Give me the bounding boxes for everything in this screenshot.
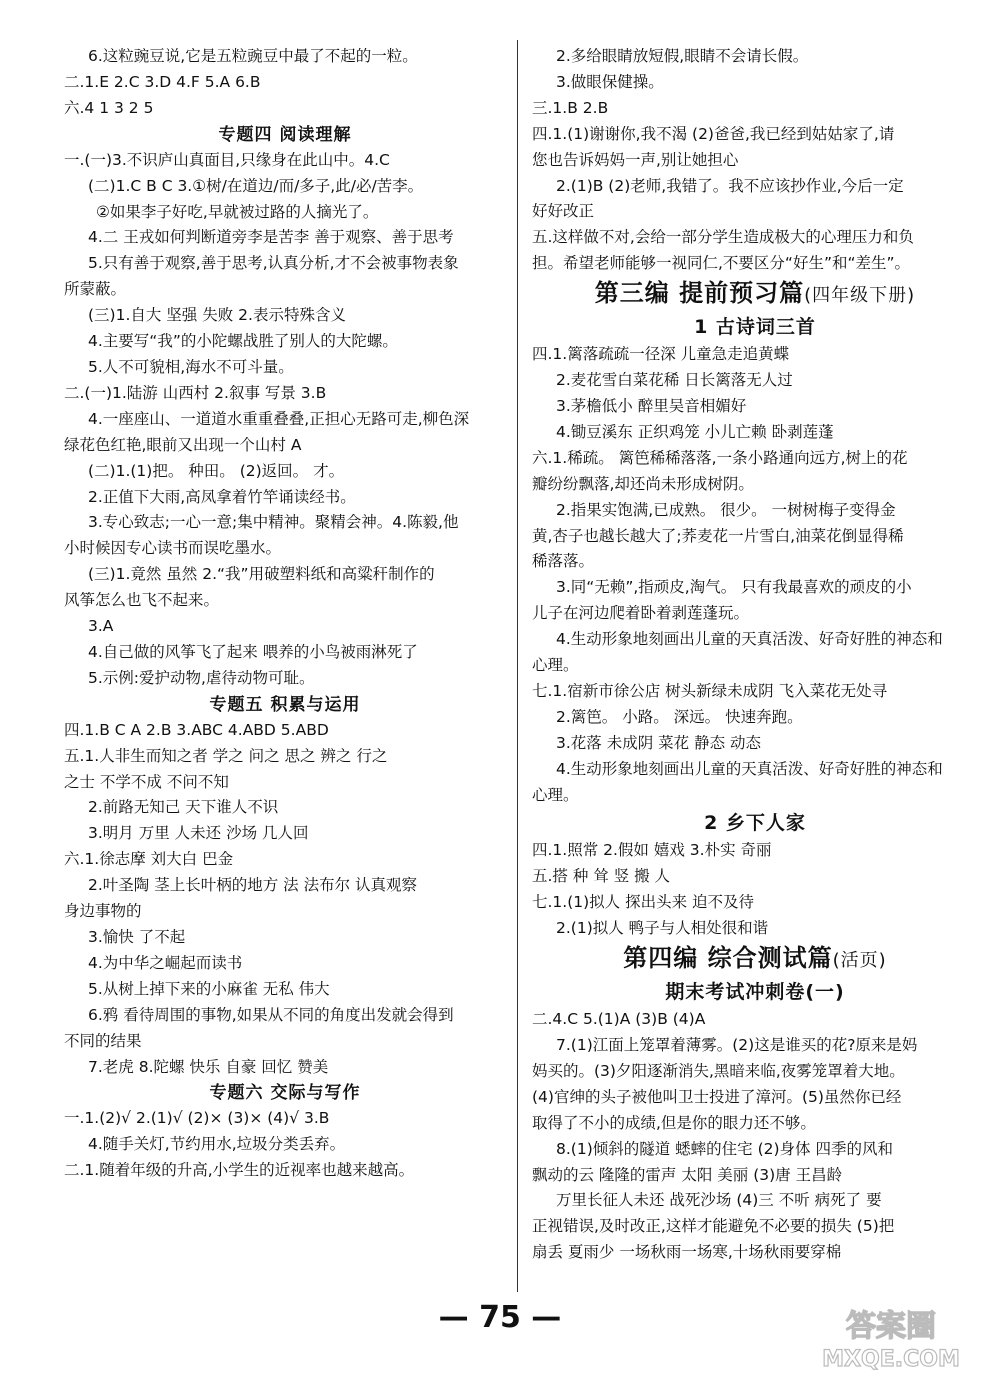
watermark-url: MXQE.COM [822,1347,960,1372]
answer-line: 4.锄豆溪东 正织鸡笼 小儿亡赖 卧剥莲蓬 [556,422,834,441]
answer-line: 4.随手关灯,节约用水,垃圾分类丢弃。 [88,1135,346,1154]
section-heading: 专题五 积累与运用 [209,694,361,715]
answer-line: 二.(一)1.陆游 山西村 2.叙事 写景 3.B [64,383,327,402]
answer-line: 3.愉快 了不起 [88,928,186,946]
answer-line: 五.搭 种 耸 竖 搬 人 [532,867,671,886]
answer-line: 3.茅檐低小 醉里吴音相媚好 [556,396,747,415]
part-heading [532,277,978,312]
answer-line: 四.1.篱落疏疏一径深 儿童急走追黄蝶 [532,345,790,364]
answer-line: 5.只有善于观察,善于思考,认真分析,才不会被事物表象 [88,254,459,273]
answer-line: 6.这粒豌豆说,它是五粒豌豆中最了不起的一粒。 [88,47,418,65]
answer-line: 4.二 王戎如何判断道旁李是苦李 善于观察、善于思考 [88,228,454,247]
answer-line: 不同的结果 [64,1031,142,1050]
answer-line: 3.同“无赖”,指顽皮,淘气。 只有我最喜欢的顽皮的小 [556,578,912,597]
column-divider [517,40,518,1292]
answer-line: 3.专心致志;一心一意;集中精神。聚精会神。4.陈毅,他 [88,513,459,532]
part-heading-subtitle: (四年级下册) [804,285,916,307]
answer-line: 您也告诉妈妈一声,别让她担心 [532,150,739,169]
answer-line: 5.人不可貌相,海水不可斗量。 [88,357,294,376]
right-column [532,44,978,1266]
answer-line: 绿花色红艳,眼前又出现一个山村 A [64,435,302,454]
answer-line: 2.麦花雪白菜花稀 日长篱落无人过 [556,371,793,390]
answer-line: 一.(一)3.不识庐山真面目,只缘身在此山中。4.C [64,150,390,169]
part-heading-subtitle: (活页) [832,950,887,972]
answer-line: 所蒙蔽。 [64,280,127,299]
answer-line: 5.示例:爱护动物,虐待动物可耻。 [88,668,315,687]
answer-line: 风筝怎么也飞不起来。 [64,591,220,610]
answer-line: 儿子在河边爬着卧着剥莲蓬玩。 [532,604,750,623]
answer-line: 黄,杏子也越长越大了;荞麦花一片雪白,油菜花倒显得稀 [532,526,904,545]
answer-line: 六.1.稀疏。 篱笆稀稀落落,一条小路通向远方,树上的花 [532,448,908,467]
answer-line: 五.1.人非生而知之者 学之 问之 思之 辨之 行之 [64,746,388,765]
answer-line: 3.A [88,617,114,636]
answer-line: 万里长征人未还 战死沙场 (4)三 不听 病死了 要 [556,1191,882,1210]
answer-line: 四.1.(1)谢谢你,我不渴 (2)爸爸,我已经到姑姑家了,请 [532,124,895,143]
answer-line: 飘动的云 隆隆的雷声 太阳 美丽 (3)唐 王昌龄 [532,1165,843,1184]
answer-line: 2.篱笆。 小路。 深远。 快速奔跑。 [556,707,803,726]
answer-line: 三.1.B 2.B [532,98,609,117]
section-heading: 期末考试冲刺卷(一) [665,981,845,1004]
watermark-logo [796,1302,986,1372]
answer-line: 2.指果实饱满,已成熟。 很少。 一树树梅子变得金 [556,500,896,519]
answer-line: 七.1.宿新市徐公店 树头新绿未成阴 飞入菜花无处寻 [532,681,888,700]
part-heading-title: 第三编 提前预习篇 [594,279,805,308]
section-heading: 1 古诗词三首 [694,316,816,339]
part-heading-title: 第四编 综合测试篇 [623,944,833,973]
answer-line: 扇丢 夏雨少 一场秋雨一场寒,十场秋雨要穿棉 [532,1243,842,1262]
answer-line: 2.叶圣陶 茎上长叶柄的地方 法 法布尔 认真观察 [88,876,417,895]
answer-line: 4.为中华之崛起而读书 [88,953,243,972]
answer-line: 2.(1)拟人 鸭子与人相处很和谐 [556,919,769,938]
answer-line: 好好改正 [532,202,595,221]
answer-line: ②如果李子好吃,早就被过路的人摘光了。 [96,202,379,221]
answer-line: 7.老虎 8.陀螺 快乐 自豪 回忆 赞美 [88,1057,329,1076]
answer-line: 六.4 1 3 2 5 [64,98,154,117]
watermark-title: 答案圈 [846,1309,936,1344]
answer-line: (三)1.竟然 虽然 2.“我”用破塑料纸和高粱秆制作的 [88,565,435,584]
answer-line: 心理。 [532,656,579,675]
section-heading: 2 乡下人家 [704,812,806,835]
answer-line: 担。希望老师能够一视同仁,不要区分“好生”和“差生”。 [532,254,911,273]
answer-line: (4)官绅的头子被他叫卫士投进了漳河。(5)虽然你已经 [532,1087,902,1106]
answer-line: 七.1.(1)拟人 探出头来 迫不及待 [532,893,755,912]
answer-line: 二.1.E 2.C 3.D 4.F 5.A 6.B [64,72,261,91]
answer-line: 2.多给眼睛放短假,眼睛不会请长假。 [556,47,809,65]
answer-line: 五.这样做不对,会给一部分学生造成极大的心理压力和负 [532,228,914,247]
answer-line: 小时候因专心读书而误吃墨水。 [64,539,282,558]
answer-line: 稀落落。 [532,552,595,571]
answer-line: 4.一座座山、一道道水重重叠叠,正担心无路可走,柳色深 [88,409,470,428]
answer-line: 4.生动形象地刻画出儿童的天真活泼、好奇好胜的神态和 [556,759,943,778]
answer-line: 瓣纷纷飘落,却还尚未形成树阴。 [532,474,754,493]
answer-line: (二)1.C B C 3.①树/在道边/而/多子,此/必/苦李。 [88,176,424,195]
answer-line: 二.1.随着年级的升高,小学生的近视率也越来越高。 [64,1161,415,1180]
page-number: — 75 — [438,1300,562,1335]
answer-line: (三)1.自大 坚强 失败 2.表示特殊含义 [88,306,346,325]
answer-line: 四.1.B C A 2.B 3.ABC 4.ABD 5.ABD [64,720,329,739]
answer-line: 二.4.C 5.(1)A (3)B (4)A [532,1010,706,1029]
answer-line: 6.鸦 看待周围的事物,如果从不同的角度出发就会得到 [88,1005,454,1024]
answer-line: 六.1.徐志摩 刘大白 巴金 [64,850,234,869]
answer-line: 3.做眼保健操。 [556,72,664,91]
answer-line: 2.正值下大雨,高凤拿着竹竿诵读经书。 [88,487,356,506]
answer-line: 正视错误,及时改正,这样才能避免不必要的损失 (5)把 [532,1217,895,1236]
section-heading: 专题四 阅读理解 [218,124,352,145]
answer-line: 5.从树上掉下来的小麻雀 无私 伟大 [88,979,330,998]
answer-line: 4.主要写“我”的小陀螺战胜了别人的大陀螺。 [88,332,398,351]
answer-line: 一.1.(2)√ 2.(1)√ (2)× (3)× (4)√ 3.B [64,1109,330,1128]
answer-line: 3.明月 万里 人未还 沙场 几人回 [88,824,309,843]
answer-line: 2.前路无知己 天下谁人不识 [88,798,279,817]
answer-line: 妈买的。(3)夕阳逐渐消失,黑暗来临,夜雾笼罩着大地。 [532,1061,905,1080]
left-column [64,44,506,1184]
part-heading [532,942,978,977]
answer-line: 四.1.照常 2.假如 嬉戏 3.朴实 奇丽 [532,841,772,860]
answer-line: 之士 不学不成 不问不知 [64,772,229,791]
answer-line: 4.自己做的风筝飞了起来 喂养的小鸟被雨淋死了 [88,642,418,661]
answer-line: 身边事物的 [64,902,142,921]
answer-line: 8.(1)倾斜的隧道 蟋蟀的住宅 (2)身体 四季的风和 [556,1139,893,1158]
answer-line: 3.花落 未成阴 菜花 静态 动态 [556,733,761,752]
answer-line: 2.(1)B (2)老师,我错了。我不应该抄作业,今后一定 [556,176,904,195]
section-heading: 专题六 交际与写作 [209,1083,361,1104]
answer-line: (二)1.(1)把。 种田。 (2)返回。 才。 [88,461,345,480]
answer-line: 取得了不小的成绩,但是你的眼力还不够。 [532,1113,816,1132]
answer-line: 心理。 [532,785,579,804]
answer-line: 4.生动形象地刻画出儿童的天真活泼、好奇好胜的神态和 [556,630,943,649]
answer-line: 7.(1)江面上笼罩着薄雾。(2)这是谁买的花?原来是妈 [556,1036,918,1054]
